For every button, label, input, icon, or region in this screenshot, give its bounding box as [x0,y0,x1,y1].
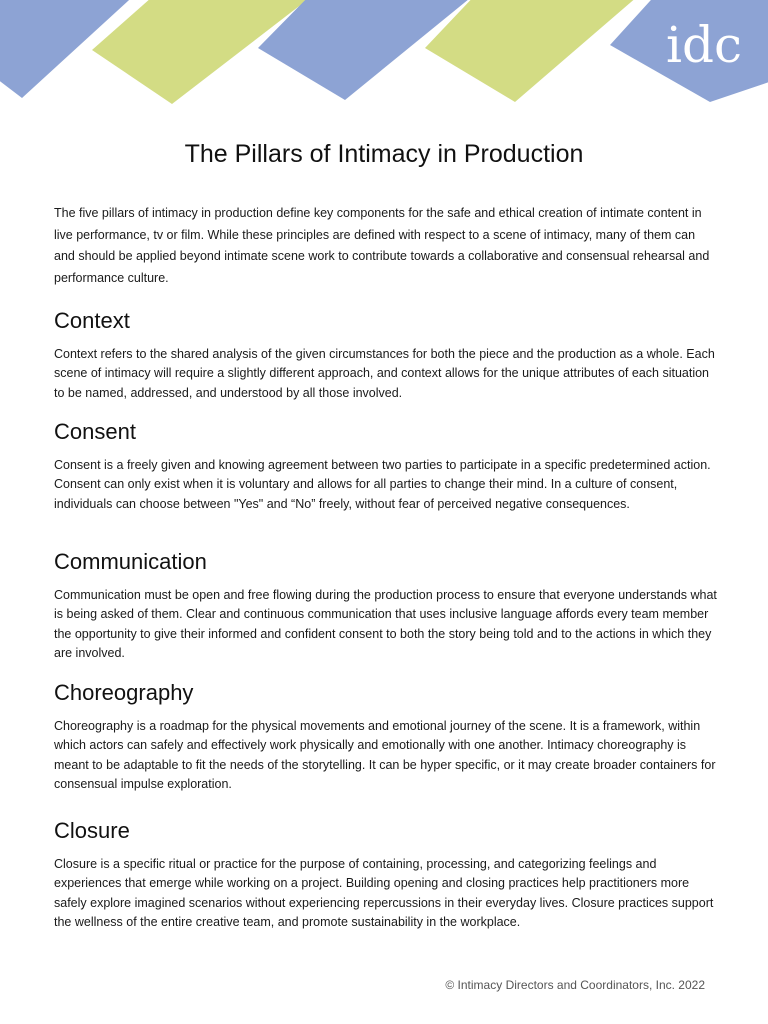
header-banner [0,0,768,110]
section-body-consent: Consent is a freely given and knowing agreement between two parties to participate in a specific predetermined action. Consent can only exist when it is voluntary and allows for all parties to change their mind. In a culture of consent, individuals can choose between "Yes" and “No” freely, without fear of perceived negative consequences. [54,458,711,511]
section-body-closure: Closure is a specific ritual or practice for the purpose of containing, processing, and categorizing feelings and experiences that emerge while working on a project. Building opening and closing practices help practitioners more safely explore imagined scenarios without experiencing repercussions in their everyday lives. Closure practices support the wellness of the entire creative team, and promote sustainability in the workplace. [54,857,714,929]
section-heading-choreography: Choreography [54,680,194,705]
section-heading-consent: Consent [54,419,136,444]
section-heading-context: Context [54,308,130,333]
copyright-footer: © Intimacy Directors and Coordinators, Inc. 2022 [445,978,705,992]
section-body-choreography: Choreography is a roadmap for the physical movements and emotional journey of the scene. It is a framework, within which actors can safely and effectively work physically and emotionally with one another. Intimacy choreography is meant to be adaptable to fit the needs of the storytelling. It can be hyper specific, or it may create broader containers for consensual impulse exploration. [54,719,716,791]
intro-paragraph: The five pillars of intimacy in production define key components for the safe and ethical creation of intimate content in live performance, tv or film. While these principles are defined with respect to a scene of intimacy, many of them can and should be applied beyond intimate scene work to contribute towards a collaborative and consensual rehearsal and performance culture. [54,206,710,286]
document-title: The Pillars of Intimacy in Production [184,140,584,168]
section-heading-communication: Communication [54,549,207,574]
section-heading-closure: Closure [54,818,130,843]
banner-shape-green-2 [425,0,645,102]
section-body-context: Context refers to the shared analysis of the given circumstances for both the piece and the production as a whole. Each scene of intimacy will require a slightly different approach, and context allows for the unique attributes of each situation to be named, addressed, and understood by all those involved. [54,347,715,400]
idc-logo: idc [665,16,743,74]
section-body-communication: Communication must be open and free flowing during the production process to ensure that everyone understands what is being asked of them. Clear and continuous communication that uses inclusive language affords every team member the opportunity to give their informed and confident consent to both the story being told and to the actions in which they are involved. [54,588,717,660]
